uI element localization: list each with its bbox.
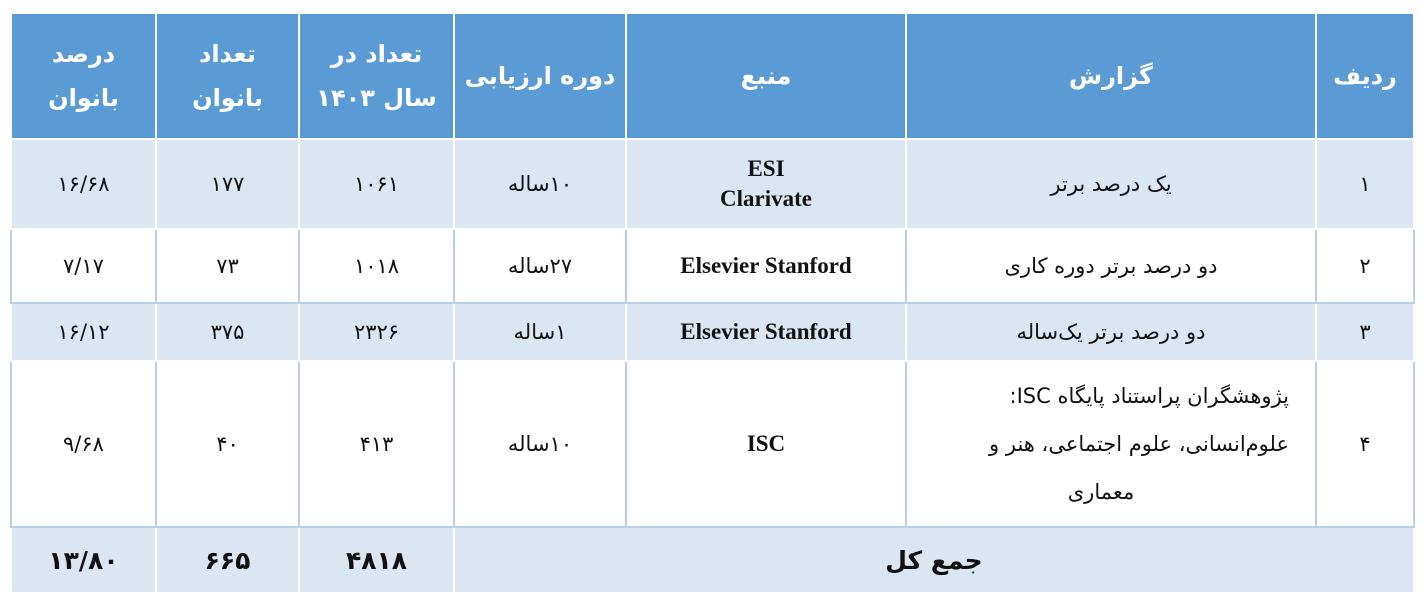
cell-count-1403: ۴۱۳: [299, 361, 454, 527]
cell-women-percent: ۹/۶۸: [11, 361, 156, 527]
cell-source: [626, 139, 906, 229]
cell-count-1403: ۱۰۶۱: [299, 139, 454, 229]
total-label: جمع کل: [454, 527, 1414, 593]
header-women-percent: [11, 13, 156, 139]
header-count-1403: [299, 13, 454, 139]
cell-report: دو درصد برتر دوره کاری: [906, 229, 1316, 303]
cell-women-percent: ۱۶/۱۲: [11, 303, 156, 361]
cell-count-1403: ۱۰۱۸: [299, 229, 454, 303]
cell-report-line3: معماری: [1067, 480, 1135, 504]
cell-period: ۱۰ساله: [454, 139, 626, 229]
header-women-count-line2: بانوان: [192, 84, 263, 112]
cell-women-count: ۷۳: [156, 229, 299, 303]
cell-women-count: ۱۷۷: [156, 139, 299, 229]
header-women-percent-line2: بانوان: [48, 84, 119, 112]
header-women-count-line1: تعداد: [199, 40, 256, 68]
cell-report-line2: علوم‌انسانی، علوم اجتماعی، هنر و: [989, 432, 1289, 456]
cell-women-count: ۳۷۵: [156, 303, 299, 361]
cell-report: یک درصد برتر: [906, 139, 1316, 229]
cell-row-no: ۲: [1316, 229, 1414, 303]
header-report: گزارش: [906, 13, 1316, 139]
report-table-container: [10, 12, 1413, 594]
cell-row-no: ۴: [1316, 361, 1414, 527]
table-row: [11, 303, 1414, 361]
cell-women-percent: ۷/۱۷: [11, 229, 156, 303]
table-row: [11, 139, 1414, 229]
cell-count-1403: ۲۳۲۶: [299, 303, 454, 361]
header-women-percent-line1: درصد: [51, 40, 116, 68]
table-row: [11, 361, 1414, 527]
researchers-table: [10, 12, 1415, 594]
cell-source-line1: ESI: [747, 156, 785, 181]
total-women-percent: ۱۳/۸۰: [11, 527, 156, 593]
header-count-1403-line2: سال ۱۴۰۳: [316, 84, 437, 112]
cell-period: ۱۰ساله: [454, 361, 626, 527]
cell-source-line2: Clarivate: [720, 186, 812, 211]
total-row: [11, 527, 1414, 593]
cell-row-no: ۱: [1316, 139, 1414, 229]
header-row: [11, 13, 1414, 139]
header-row-no: ردیف: [1316, 13, 1414, 139]
header-women-count: [156, 13, 299, 139]
cell-report: دو درصد برتر یک‌ساله: [906, 303, 1316, 361]
total-count-1403: ۴۸۱۸: [299, 527, 454, 593]
cell-source: ISC: [626, 361, 906, 527]
cell-report-line1: پژوهشگران پراستناد پایگاه ISC:: [1009, 384, 1289, 408]
cell-women-count: ۴۰: [156, 361, 299, 527]
cell-women-percent: ۱۶/۶۸: [11, 139, 156, 229]
cell-source: Elsevier Stanford: [626, 303, 906, 361]
cell-report: [906, 361, 1316, 527]
table-row: [11, 229, 1414, 303]
cell-period: ۱ساله: [454, 303, 626, 361]
cell-period: ۲۷ساله: [454, 229, 626, 303]
total-women-count: ۶۶۵: [156, 527, 299, 593]
cell-row-no: ۳: [1316, 303, 1414, 361]
header-count-1403-line1: تعداد در: [330, 40, 423, 68]
header-period: دوره ارزیابی: [454, 13, 626, 139]
header-source: منبع: [626, 13, 906, 139]
cell-source: Elsevier Stanford: [626, 229, 906, 303]
